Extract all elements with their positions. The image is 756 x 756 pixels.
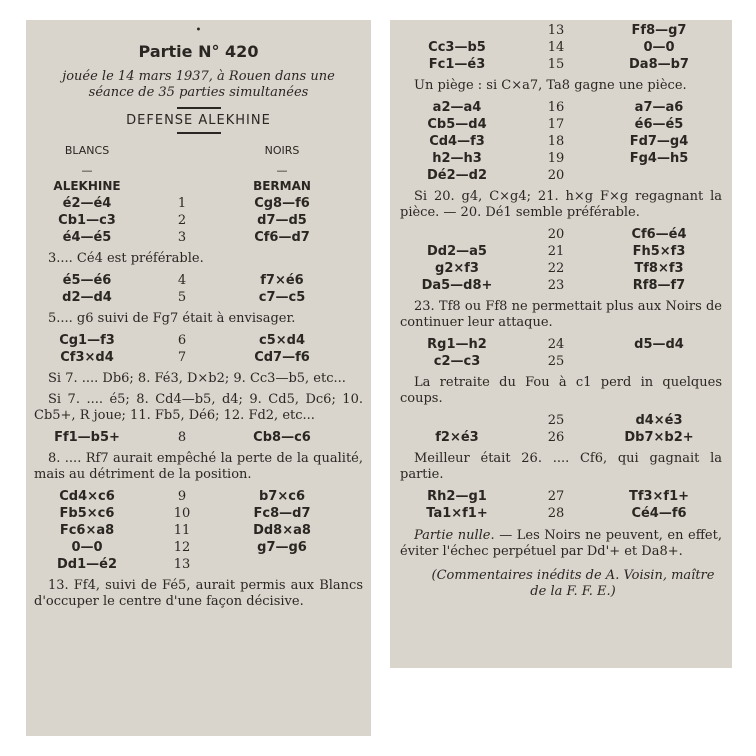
white-move: [398, 22, 516, 39]
move-list: [398, 336, 724, 370]
move-row: [32, 332, 365, 349]
commentary-note: La retraite du Fou à c1 perd in quelques coups.: [400, 375, 722, 406]
move-row: [398, 167, 724, 184]
move-row: [32, 522, 365, 539]
move-number: 7: [177, 350, 187, 365]
move-row: [398, 22, 724, 39]
move-list: [398, 22, 724, 73]
commentary-note: Si 7. .... é5; 8. Cd4—b5, d4; 9. Cd5, Dc6; 10. Cb5+, R joue; 11. Fb5, Dé6; 12. Fd2, etc...: [34, 392, 363, 423]
white-move: Cd4—f3: [429, 134, 485, 149]
move-number: 3: [177, 230, 187, 245]
dash: —: [276, 164, 288, 177]
move-number: 19: [547, 151, 565, 166]
game-subtitle: jouée le 14 mars 1937, à Rouen dans une séance de 35 parties simultanées: [62, 69, 335, 100]
commentary-note: 8. .... Rf7 aurait empêché la perte de la qualité, mais au détriment de la position.: [34, 451, 363, 482]
move-number: 5: [177, 290, 187, 305]
move-number: 15: [547, 57, 565, 72]
black-move: Db7×b2+: [624, 430, 694, 445]
move-row: [32, 429, 365, 446]
move-row: [398, 488, 724, 505]
move-number: 28: [547, 506, 565, 521]
move-row: [398, 39, 724, 56]
white-move: Rh2—g1: [427, 489, 487, 504]
black-move: Ff8—g7: [631, 23, 687, 38]
black-move: Cg8—f6: [254, 196, 310, 211]
black-move: d4×é3: [635, 413, 683, 428]
move-number: 13: [173, 557, 191, 572]
move-row: [398, 505, 724, 522]
white-move: d2—d4: [62, 290, 112, 305]
black-move: Dd8×a8: [253, 523, 311, 538]
move-number: 22: [547, 261, 565, 276]
black-move: a7—a6: [634, 100, 684, 115]
move-row: [32, 272, 365, 289]
white-move: é2—é4: [62, 196, 112, 211]
divider: [177, 107, 221, 109]
move-number: 4: [177, 273, 187, 288]
game-result: [400, 528, 722, 560]
black-move: d5—d4: [634, 337, 684, 352]
white-move: Cb1—c3: [58, 213, 116, 228]
white-move: a2—a4: [432, 100, 482, 115]
move-row: [398, 133, 724, 150]
black-move: Cf6—é4: [631, 227, 687, 242]
black-move: Da8—b7: [629, 57, 689, 72]
move-list: [398, 488, 724, 522]
header-dashes: [32, 164, 365, 177]
commentary-note: 23. Tf8 ou Ff8 ne permettait plus aux Noirs de continuer leur attaque.: [400, 299, 722, 330]
white-move: f2×é3: [435, 430, 479, 445]
black-move: c5×d4: [259, 333, 305, 348]
white-move: Rg1—h2: [427, 337, 487, 352]
move-row: [32, 488, 365, 505]
white-move: Cc3—b5: [428, 40, 486, 55]
white-move: Cf3×d4: [60, 350, 114, 365]
commentary-note: Un piège : si C×a7, Ta8 gagne une pièce.: [414, 78, 687, 93]
left-column: [26, 20, 371, 736]
move-row: [32, 349, 365, 366]
move-number: 16: [547, 100, 565, 115]
move-list: [32, 332, 365, 366]
move-number: 11: [173, 523, 191, 538]
move-row: [398, 116, 724, 133]
commentary-note: Meilleur était 26. .... Cf6, qui gagnait la partie.: [400, 451, 722, 482]
white-move: Dé2—d2: [426, 168, 487, 183]
move-row: [398, 429, 724, 446]
game-title: Partie N° 420: [138, 42, 259, 61]
white-move: Fc1—é3: [428, 57, 486, 72]
move-number: 2: [177, 213, 187, 228]
commentary-note: Si 20. g4, C×g4; 21. h×g F×g regagnant la pièce. — 20. Dé1 semble préférable.: [400, 189, 722, 220]
right-column: [390, 20, 732, 668]
move-list: [398, 226, 724, 294]
black-move: Tf3×f1+: [628, 489, 690, 504]
move-number: 26: [547, 430, 565, 445]
move-row: [32, 195, 365, 212]
move-row: [398, 336, 724, 353]
move-number: 6: [177, 333, 187, 348]
commentary-note: 5.... g6 suivi de Fg7 était à envisager.: [48, 311, 296, 326]
result-text: — Les Noirs ne peuvent, en effet, éviter l'échec perpétuel par Dd'+ et Da8+.: [400, 528, 722, 559]
move-list: [32, 488, 365, 573]
black-move: Tf8×f3: [634, 261, 684, 276]
move-row: [32, 505, 365, 522]
move-row: [398, 243, 724, 260]
white-move: h2—h3: [432, 151, 482, 166]
black-move: g7—g6: [257, 540, 307, 555]
black-move: Fc8—d7: [253, 506, 311, 521]
black-header: NOIRS: [264, 144, 300, 157]
column-headers: [32, 144, 365, 157]
move-row: [398, 56, 724, 73]
move-row: [398, 226, 724, 243]
move-number: 25: [547, 354, 565, 369]
white-move: [398, 226, 516, 243]
move-number: 9: [177, 489, 187, 504]
black-move: f7×é6: [260, 273, 304, 288]
move-number: 18: [547, 134, 565, 149]
divider: [177, 132, 221, 134]
move-list: [398, 412, 724, 446]
white-move: é4—é5: [62, 230, 112, 245]
commentary-credit: (Commentaires inédits de A. Voisin, maître de la F. F. E.): [431, 568, 715, 599]
white-move: Fc6×a8: [59, 523, 115, 538]
black-move: c7—c5: [258, 290, 306, 305]
white-move: é5—é6: [62, 273, 112, 288]
move-number: 25: [547, 413, 565, 428]
white-move: [398, 412, 516, 429]
players: [32, 179, 365, 193]
title-ornament: •: [195, 25, 202, 36]
commentary-note: Si 7. .... Db6; 8. Fé3, D×b2; 9. Cc3—b5, etc...: [48, 371, 346, 386]
move-number: 20: [547, 227, 565, 242]
move-row: [398, 277, 724, 294]
black-move: Cé4—f6: [631, 506, 687, 521]
white-move: Ta1×f1+: [426, 506, 488, 521]
white-move: g2×f3: [435, 261, 479, 276]
move-number: 13: [547, 23, 565, 38]
move-list: [32, 429, 365, 446]
move-row: [398, 99, 724, 116]
black-move: Rf8—f7: [632, 278, 686, 293]
move-row: [32, 556, 365, 573]
white-move: 0—0: [71, 540, 103, 555]
white-move: Cd4×c6: [59, 489, 115, 504]
black-move: é6—é5: [634, 117, 684, 132]
black-move: 0—0: [643, 40, 675, 55]
white-move: Fb5×c6: [59, 506, 115, 521]
black-move: Fd7—g4: [629, 134, 689, 149]
move-number: 21: [547, 244, 565, 259]
move-row: [398, 260, 724, 277]
black-move: Fg4—h5: [629, 151, 689, 166]
black-move: b7×c6: [259, 489, 305, 504]
right-body: [398, 22, 724, 522]
black-move: Cb8—c6: [253, 430, 311, 445]
move-list: [32, 272, 365, 306]
move-number: 1: [177, 196, 187, 211]
white-move: Dd1—é2: [56, 557, 117, 572]
dash: —: [81, 164, 93, 177]
move-list: [32, 195, 365, 246]
move-row: [398, 353, 724, 370]
white-move: Cb5—d4: [427, 117, 487, 132]
move-row: [398, 412, 724, 429]
result-label: Partie nulle.: [414, 528, 495, 543]
white-move: Dd2—a5: [427, 244, 487, 259]
player-white: ALEKHINE: [53, 179, 121, 193]
white-header: BLANCS: [64, 144, 110, 157]
move-row: [32, 539, 365, 556]
black-move: [596, 167, 722, 184]
move-row: [32, 229, 365, 246]
move-number: 14: [547, 40, 565, 55]
white-move: c2—c3: [433, 354, 481, 369]
white-move: Da5—d8+: [421, 278, 493, 293]
move-number: 10: [173, 506, 191, 521]
move-number: 20: [547, 168, 565, 183]
black-move: [222, 556, 342, 573]
move-row: [32, 212, 365, 229]
commentary-note: 3.... Cé4 est préférable.: [48, 251, 204, 266]
move-number: 12: [173, 540, 191, 555]
black-move: Fh5×f3: [632, 244, 686, 259]
black-move: Cd7—f6: [254, 350, 310, 365]
move-number: 17: [547, 117, 565, 132]
black-move: [596, 353, 722, 370]
move-number: 27: [547, 489, 565, 504]
commentary-note: 13. Ff4, suivi de Fé5, aurait permis aux Blancs d'occuper le centre d'une façon décisive.: [34, 578, 363, 609]
left-body: [32, 195, 365, 610]
black-move: Cf6—d7: [254, 230, 310, 245]
move-row: [398, 150, 724, 167]
move-list: [398, 99, 724, 184]
move-row: [32, 289, 365, 306]
move-number: 8: [177, 430, 187, 445]
white-move: Ff1—b5+: [54, 430, 120, 445]
move-number: 23: [547, 278, 565, 293]
move-number: 24: [547, 337, 565, 352]
black-move: d7—d5: [257, 213, 307, 228]
white-move: Cg1—f3: [59, 333, 115, 348]
player-black: BERMAN: [253, 179, 311, 193]
opening-name: DEFENSE ALEKHINE: [126, 113, 271, 128]
